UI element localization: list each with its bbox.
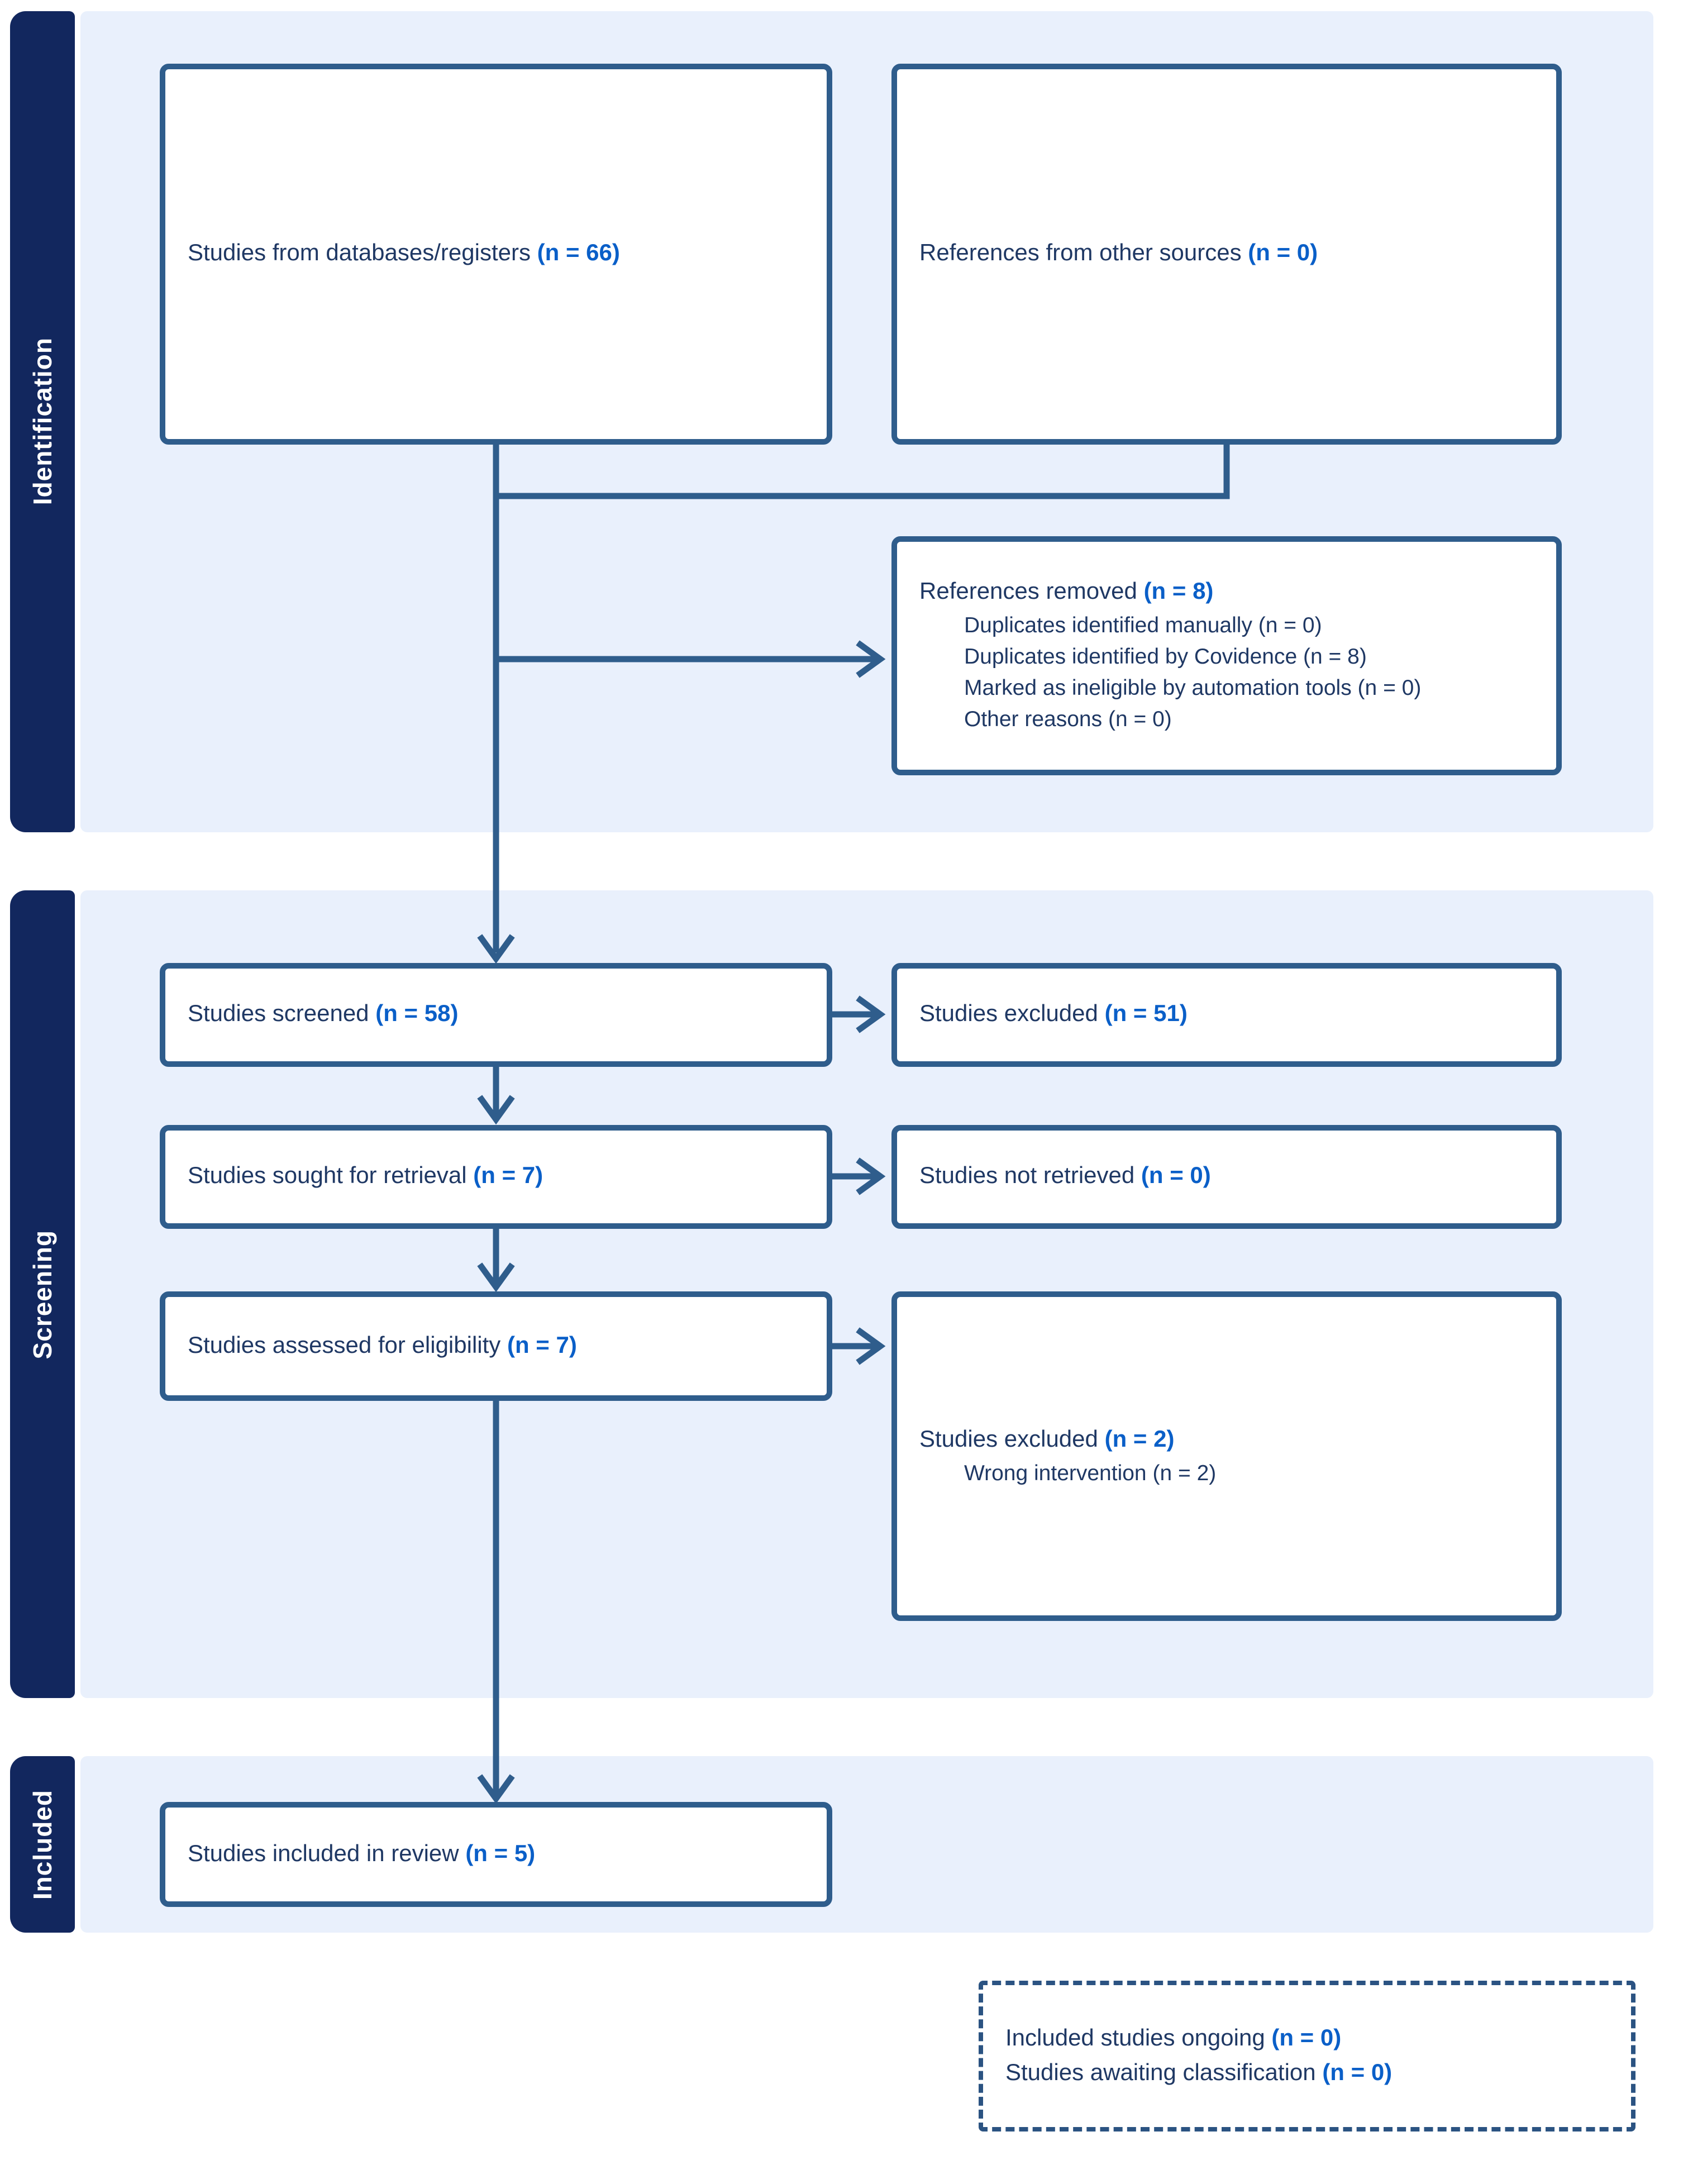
stage-label-included [10,1756,75,1933]
box-label: Studies excluded [919,1427,1098,1453]
box-count: (n = 0) [1271,2025,1342,2052]
box-label: Studies awaiting classification [1005,2059,1316,2085]
box-count: (n = 66) [537,240,620,266]
removal-reason: Marked as ineligible by automation tools (n = 0) [964,676,1422,701]
box-count: (n = 51) [1104,1001,1188,1027]
box-references-other-sources [891,64,1562,445]
box-label: Studies sought for retrieval [188,1163,467,1189]
box-count: (n = 0) [1322,2059,1393,2085]
box-count: (n = 58) [375,1001,459,1027]
box-count: (n = 8) [1143,579,1214,605]
box-studies-screened [160,963,832,1067]
box-studies-assessed-eligibility [160,1291,832,1401]
stage-label-identification [10,11,75,832]
removal-reason: Duplicates identified by Covidence (n = 8) [964,644,1367,669]
box-label: Studies included in review [188,1840,459,1867]
exclusion-reason: Wrong intervention (n = 2) [964,1461,1217,1486]
box-count: (n = 5) [465,1840,536,1867]
stage-label-text: Identification [27,337,56,506]
box-count: (n = 7) [507,1332,577,1358]
box-label: Studies from databases/registers [188,240,531,266]
box-label: Studies screened [188,1001,369,1027]
box-label: Studies not retrieved [919,1163,1135,1189]
box-count: (n = 7) [473,1163,543,1189]
box-studies-not-retrieved [891,1125,1562,1229]
removal-reason: Other reasons (n = 0) [964,707,1172,732]
box-label: References removed [919,579,1137,605]
stage-label-text: Included [27,1789,56,1900]
box-studies-excluded-screening [891,963,1562,1067]
box-references-removed [891,536,1562,775]
box-label: Included studies ongoing [1005,2025,1265,2052]
box-studies-excluded-eligibility [891,1291,1562,1621]
box-studies-sought-retrieval [160,1125,832,1229]
box-count: (n = 0) [1141,1163,1211,1189]
box-label: Studies excluded [919,1001,1098,1027]
box-count: (n = 2) [1104,1427,1175,1453]
stage-label-text: Screening [27,1229,56,1359]
removal-reason: Duplicates identified manually (n = 0) [964,613,1322,638]
box-count: (n = 0) [1248,240,1318,266]
box-label: Studies assessed for eligibility [188,1332,501,1358]
box-label: References from other sources [919,240,1242,266]
stage-label-screening [10,890,75,1698]
box-studies-included-review [160,1802,832,1907]
box-ongoing-awaiting-classification [979,1981,1635,2131]
box-studies-from-databases [160,64,832,445]
